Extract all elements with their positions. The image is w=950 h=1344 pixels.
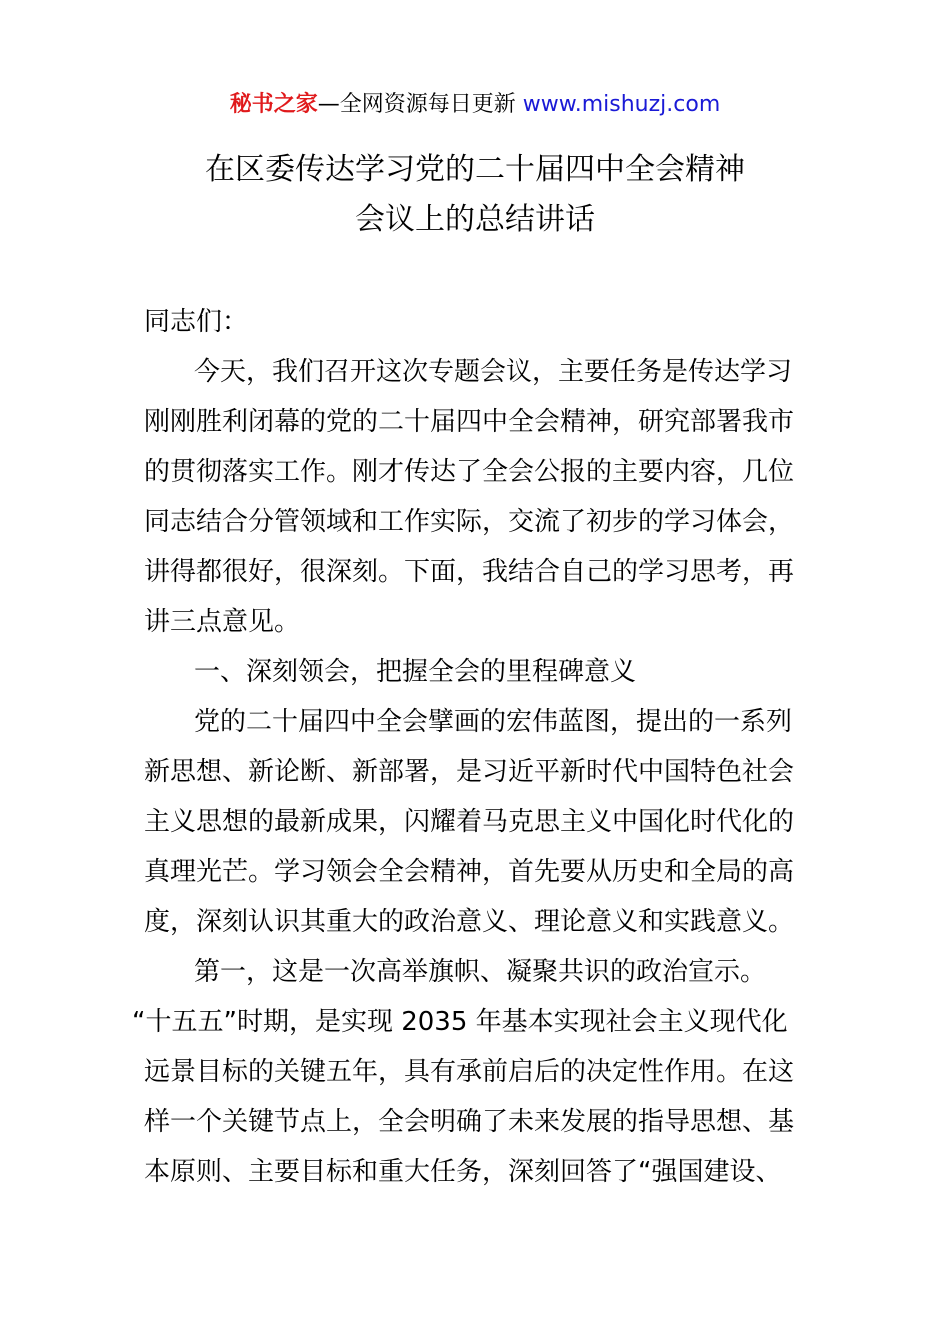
body-line: 样一个关键节点上，全会明确了未来发展的指导思想、基: [144, 1107, 795, 1137]
document-body: [132, 297, 809, 1197]
site-header: [0, 90, 950, 120]
salutation: 同志们：: [144, 307, 249, 337]
header-tagline: —全网资源每日更新: [317, 92, 516, 117]
body-line: 第一，这是一次高举旗帜、凝聚共识的政治宣示。: [194, 957, 767, 987]
body-line: 度，深刻认识其重大的政治意义、理论意义和实践意义。: [144, 907, 795, 937]
body-line: 新思想、新论断、新部署，是习近平新时代中国特色社会: [144, 757, 795, 787]
body-line: 党的二十届四中全会擘画的宏伟蓝图，提出的一系列: [194, 707, 793, 737]
body-line: 主义思想的最新成果，闪耀着马克思主义中国化时代化的: [144, 807, 795, 837]
body-line: “十五五”时期，是实现 2035 年基本实现社会主义现代化: [132, 1007, 788, 1037]
site-url-link[interactable]: www.mishuzj.com: [522, 92, 721, 117]
document-title-line-1: 在区委传达学习党的二十届四中全会精神: [205, 152, 745, 187]
brand-name: 秘书之家: [229, 92, 318, 117]
body-line: 讲得都很好，很深刻。下面，我结合自己的学习思考，再: [144, 557, 795, 587]
body-line: 讲三点意见。: [144, 607, 301, 637]
body-line: 的贯彻落实工作。刚才传达了全会公报的主要内容，几位: [144, 457, 795, 487]
document-title-line-2: 会议上的总结讲话: [355, 202, 595, 237]
body-line: 今天，我们召开这次专题会议，主要任务是传达学习: [194, 357, 793, 387]
body-line: 真理光芒。学习领会全会精神，首先要从历史和全局的高: [144, 857, 795, 887]
section-heading: 一、深刻领会，把握全会的里程碑意义: [194, 657, 637, 687]
body-line: 远景目标的关键五年，具有承前启后的决定性作用。在这: [144, 1057, 795, 1087]
body-line: 同志结合分管领域和工作实际，交流了初步的学习体会，: [144, 507, 795, 537]
body-line: 本原则、主要目标和重大任务，深刻回答了“强国建设、: [144, 1157, 782, 1187]
body-line: 刚刚胜利闭幕的党的二十届四中全会精神，研究部署我市: [144, 407, 795, 437]
